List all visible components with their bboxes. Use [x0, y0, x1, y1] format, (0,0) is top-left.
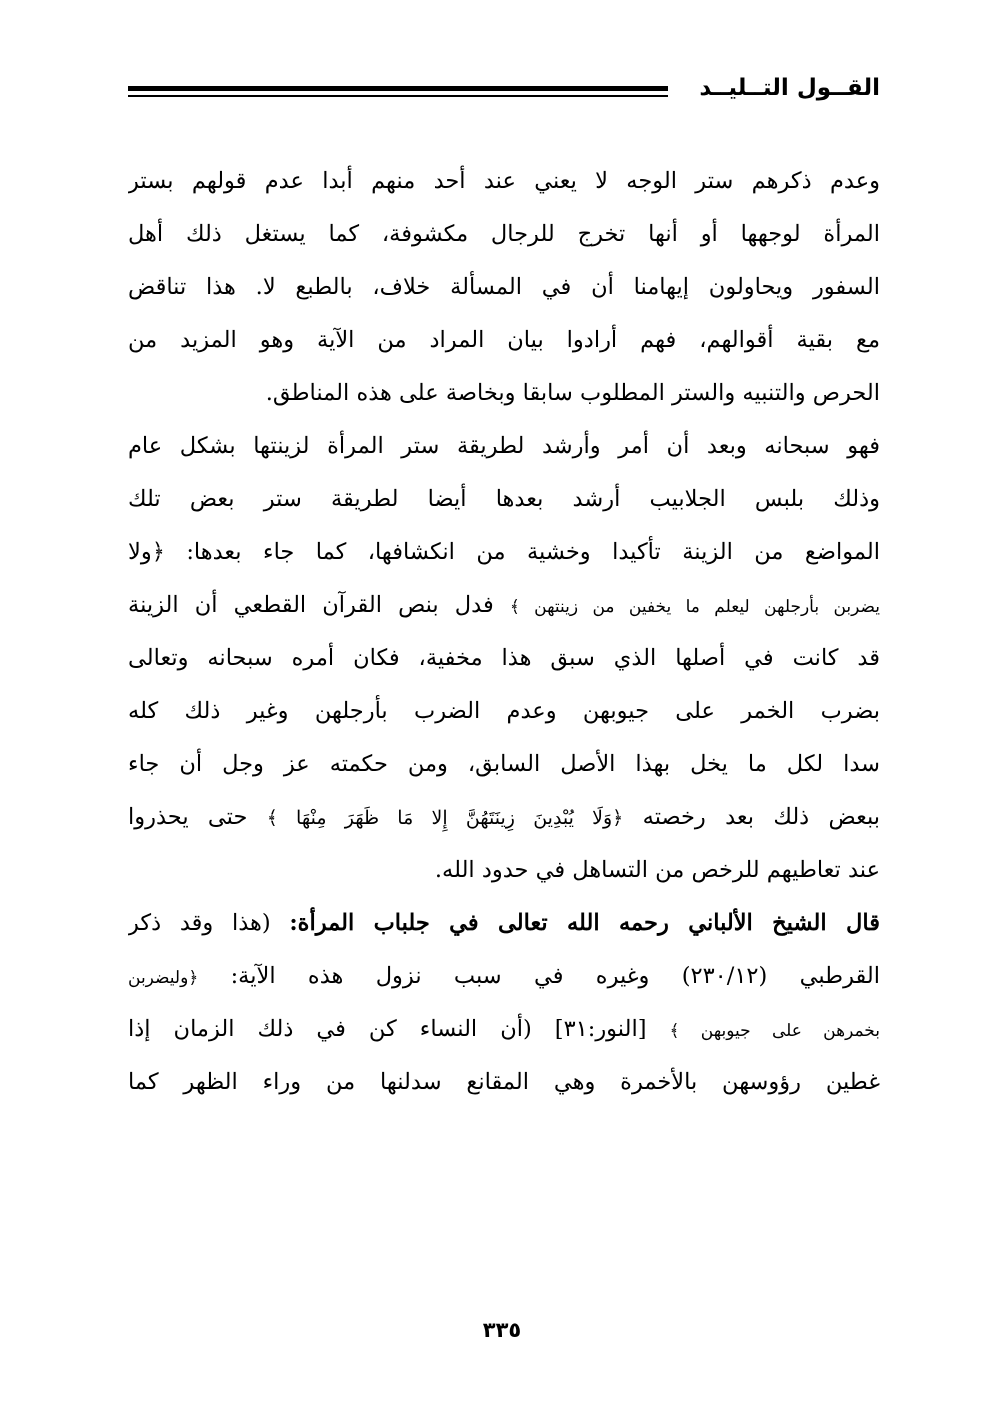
text-line-11: بضرب الخمر على جيوبهن وعدم الضرب بأرجلهن وغير ذلك كله	[128, 698, 880, 724]
text-line-17: بخمرهن على جيوبهن ﴾ [النور:٣١] (أن النساء كن في ذلك الزمان إذا	[128, 1016, 880, 1042]
header-rule-thin	[128, 95, 668, 97]
text-line-18: غطين رؤوسهن بالأخمرة وهي المقانع سدلنها من وراء الظهر كما	[128, 1069, 880, 1095]
text-line-2: المرأة لوجهها أو أنها تخرج للرجال مكشوفة، كما يستغل ذلك أهل	[128, 221, 880, 247]
text-line-7: وذلك بلبس الجلابيب أرشد بعدها أيضا لطريقة ستر بعض تلك	[128, 486, 880, 512]
text-line-1: وعدم ذكرهم ستر الوجه لا يعني عند أحد منهم أبدا عدم قولهم بستر	[128, 168, 880, 194]
quran-quote: يضربن بأرجلهن ليعلم ما يخفين من زينتهن ﴾	[509, 597, 880, 617]
body-text	[128, 155, 880, 1109]
text-line-5: الحرص والتنبيه والستر المطلوب سابقا وبخاصة على هذه المناطق.	[265, 380, 880, 406]
text-line-12: سدا لكل ما يخل بهذا الأصل السابق، ومن حكمته عز وجل أن جاء	[128, 751, 880, 777]
page-number: ٣٣٥	[482, 1318, 522, 1342]
text-line-9: يضربن بأرجلهن ليعلم ما يخفين من زينتهن ﴾ فدل بنص القرآن القطعي أن الزينة	[128, 592, 880, 618]
text-line-16: القرطبي (٢٣٠/١٢) وغيره في سبب نزول هذه الآية: ﴿وليضربن	[128, 963, 880, 989]
text-line-15: قال الشيخ الألباني رحمه الله تعالى في جلباب المرأة: (هذا وقد ذكر	[128, 910, 880, 936]
text-line-8: المواضع من الزينة تأكيدا وخشية من انكشافها، كما جاء بعدها: ﴿ولا	[128, 539, 880, 565]
quran-quote: ﴿وَلَا يُبْدِينَ زِينَتَهُنَّ إِلا مَا ظَهَرَ مِنْهَا ﴾	[266, 807, 624, 829]
header-rule-thick	[128, 86, 668, 91]
text-line-6: فهو سبحانه وبعد أن أمر وأرشد لطريقة ستر المرأة لزينتها بشكل عام	[128, 433, 880, 459]
text-line-14: عند تعاطيهم للرخص من التساهل في حدود الله.	[434, 857, 880, 883]
running-header	[128, 68, 880, 108]
quran-quote: ﴿وليضربن	[128, 968, 199, 988]
text-line-13: ببعض ذلك بعد رخصته ﴿وَلَا يُبْدِينَ زِينَتَهُنَّ إِلا مَا ظَهَرَ مِنْهَا ﴾ حتى يحذروا	[128, 804, 880, 830]
quran-quote: بخمرهن على جيوبهن ﴾	[669, 1021, 880, 1041]
text-line-3: السفور ويحاولون إيهامنا أن في المسألة خلاف، بالطبع لا. هذا تناقض	[128, 274, 880, 300]
book-title: القــول التــليــد	[699, 75, 880, 101]
text-line-4: مع بقية أقوالهم، فهم أرادوا بيان المراد من الآية وهو المزيد من	[128, 327, 880, 353]
quote-heading: قال الشيخ الألباني رحمه الله تعالى في جلباب المرأة:	[289, 910, 880, 936]
text-line-10: قد كانت في أصلها الذي سبق هذا مخفية، فكان أمره سبحانه وتعالى	[128, 645, 880, 671]
